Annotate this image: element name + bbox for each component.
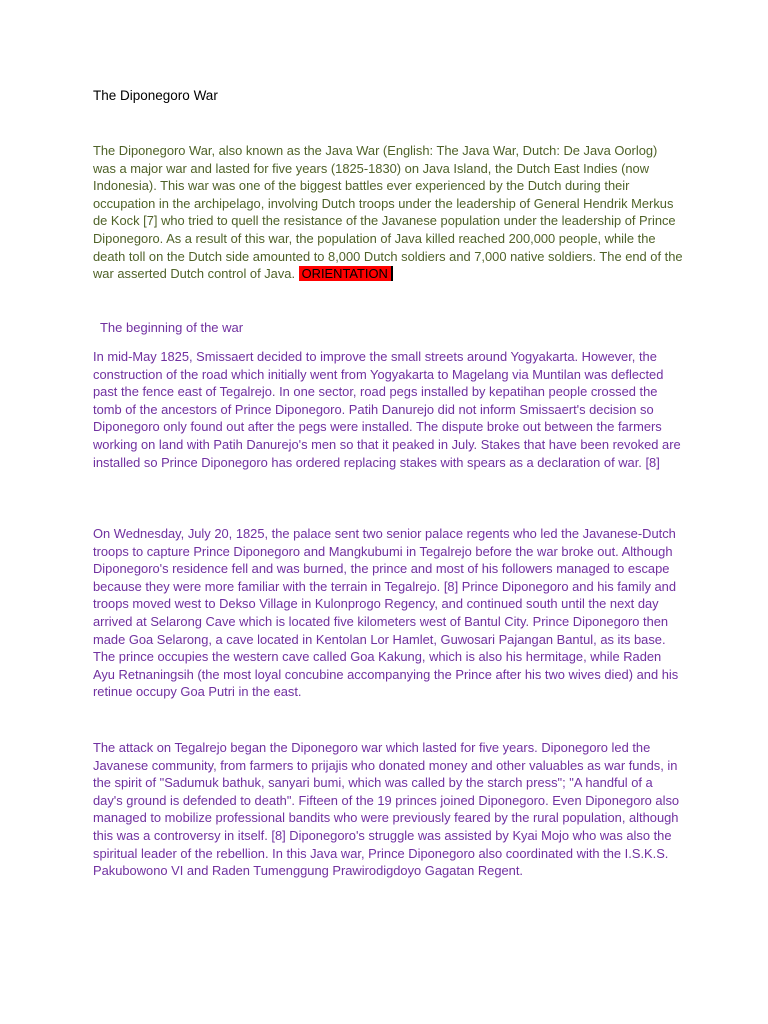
- tegalrejo-attack-paragraph: The attack on Tegalrejo began the Diponegoro war which lasted for five years. Diponegoro led the Javanese community, from farmers to prijajis who donated money and other valuables as war funds, in the spirit of "Sadumuk bathuk, sanyari bumi, which was called by the starch press"; "A handful of a day's ground is defended to death". Fifteen of the 19 princes joined Diponegoro. Even Diponegoro also managed to mobilize professional bandits who were previously feared by the rural population, although this was a controversy in itself. [8] Diponegoro's struggle was assisted by Kyai Mojo who was also the spiritual leader of the rebellion. In this Java war, Prince Diponegoro also coordinated with the I.S.K.S. Pakubowono VI and Raden Tumenggung Prawirodigdoyo Gagatan Regent.: [93, 740, 680, 879]
- orientation-text: The Diponegoro War, also known as the Java War (English: The Java War, Dutch: De Java Oorlog) was a major war and lasted for five years (1825-1830) on Java Island, the Dutch East Indies (now Indonesia). This war was one of the biggest battles ever experienced by the Dutch during their occupation in the archipelago, involving Dutch troops under the leadership of General Hendrik Merkus de Kock [7] who tried to quell the resistance of the Javanese population under the leadership of Prince Diponegoro. As a result of this war, the population of Java killed reached 200,000 people, while the death toll on the Dutch side amounted to 8,000 Dutch soldiers and 7,000 native soldiers. The end of the war asserted Dutch control of Java.: [93, 143, 683, 282]
- section-heading: The beginning of the war: [93, 320, 244, 335]
- beginning-paragraph: In mid-May 1825, Smissaert decided to improve the small streets around Yogyakarta. However, the construction of the road which initially went from Yogyakarta to Magelang via Muntilan was deflected past the fence east of Tegalrejo. In one sector, road pegs installed by kepatihan people crossed the tomb of the ancestors of Prince Diponegoro. Patih Danurejo did not inform Smissaert's decision so Diponegoro only found out after the pegs were installed. The dispute broke out between the farmers working on land with Patih Danurejo's men so that it peaked in July. Stakes that have been revoked are installed so Prince Diponegoro has ordered replacing stakes with spears as a declaration of war. [8]: [93, 349, 681, 470]
- palace-attack-paragraph: On Wednesday, July 20, 1825, the palace sent two senior palace regents who led the Javanese-Dutch troops to capture Prince Diponegoro and Mangkubumi in Tegalrejo before the war broke out. Although Diponegoro's residence fell and was burned, the prince and most of his followers managed to escape because they were more familiar with the terrain in Tegalrejo. [8] Prince Diponegoro and his family and troops moved west to Dekso Village in Kulonprogo Regency, and continued south until the next day arrived at Selarong Cave which is located five kilometers west of Bantul City. Prince Diponegoro then made Goa Selarong, a cave located in Kentolan Lor Hamlet, Guwosari Pajangan Bantul, as its base. The prince occupies the western cave called Goa Kakung, which is also his hermitage, while Raden Ayu Retnaningsih (the most loyal concubine accompanying the Prince after his two wives died) and his retinue occupy Goa Putri in the east.: [93, 526, 679, 700]
- orientation-tag: ORIENTATION: [299, 266, 393, 281]
- orientation-paragraph: [93, 142, 683, 283]
- document-title: The Diponegoro War: [93, 88, 218, 103]
